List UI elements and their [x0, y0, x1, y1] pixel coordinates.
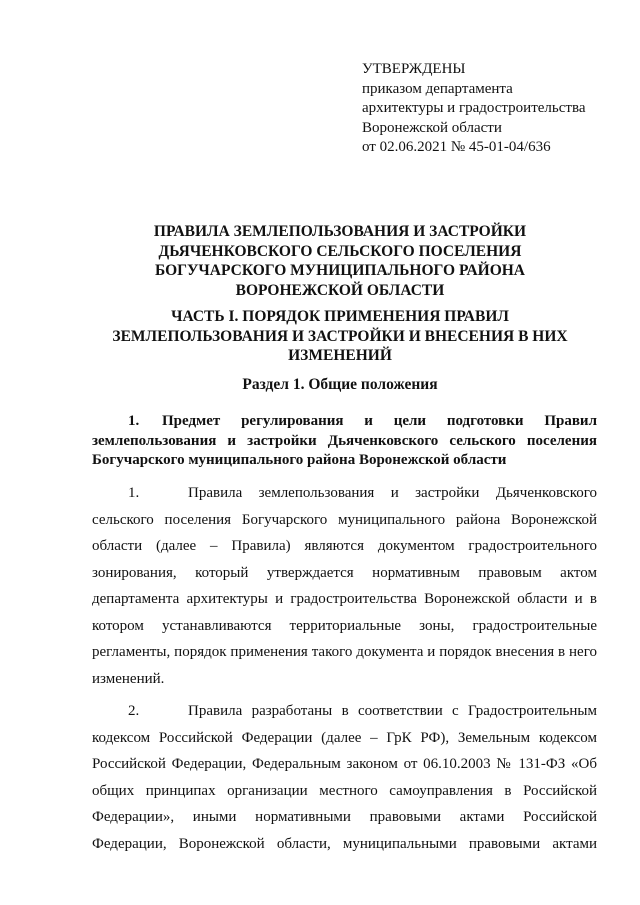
paragraph: [92, 698, 597, 857]
article-number: 1.: [128, 413, 140, 429]
approval-order-number: от 02.06.2021 № 45-01-04/636: [362, 139, 551, 155]
part-heading: [80, 307, 600, 366]
paragraph-text: Правила землепользования и застройки Дьяченковского сельского поселения Богучарского муниципального района Воронежской области (далее – Правила) являются документом градостроительного зонирования, который утверждается нормативным правовым актом департамента архитектуры и градостроительства Воронежской области и в котором устанавливаются территориальные зоны, градостроительные регламенты, порядок применения такого документа и порядок внесения в него изменений.: [92, 485, 597, 687]
approval-heading: УТВЕРЖДЕНЫ: [362, 61, 466, 77]
title-line: ДЬЯЧЕНКОВСКОГО СЕЛЬСКОГО ПОСЕЛЕНИЯ: [158, 242, 522, 260]
title-line: БОГУЧАРСКОГО МУНИЦИПАЛЬНОГО РАЙОНА: [154, 262, 525, 279]
approval-line: Воронежской области: [362, 119, 502, 136]
body-text: [92, 480, 597, 863]
paragraph-number: 1.: [128, 485, 140, 501]
paragraph: [92, 480, 597, 692]
approval-line: приказом департамента: [362, 80, 513, 97]
section-heading: Раздел 1. Общие положения: [242, 376, 438, 393]
approval-line: архитектуры и градостроительства: [362, 100, 586, 116]
approval-block: [362, 60, 622, 158]
part-line: ЗЕМЛЕПОЛЬЗОВАНИЯ И ЗАСТРОЙКИ И ВНЕСЕНИЯ В НИХ: [112, 327, 568, 345]
part-line: ЧАСТЬ I. ПОРЯДОК ПРИМЕНЕНИЯ ПРАВИЛ: [171, 308, 509, 325]
paragraph-text: Правила разработаны в соответствии с Градостроительным кодексом Российской Федерации (далее – ГрК РФ), Земельным кодексом Российской Федерации, Федеральным законом от 06.10.2003 № 131-ФЗ «Об общих принципах организации местного самоуправления в Российской Федерации», иными нормативными правовыми актами Российской Федерации, Воронежской области, муниципальными правовыми актами: [92, 703, 597, 852]
title-line: ВОРОНЕЖСКОЙ ОБЛАСТИ: [235, 281, 445, 299]
title-line: ПРАВИЛА ЗЕМЛЕПОЛЬЗОВАНИЯ И ЗАСТРОЙКИ: [153, 223, 527, 240]
document-title: [80, 222, 600, 300]
article-heading: [92, 412, 597, 471]
part-line: ИЗМЕНЕНИЙ: [288, 347, 392, 364]
paragraph-number: 2.: [128, 703, 140, 719]
article-title: Предмет регулирования и цели подготовки Правил землепользования и застройки Дьяченковского сельского поселения Богучарского муниципального района Воронежской области: [92, 413, 597, 468]
